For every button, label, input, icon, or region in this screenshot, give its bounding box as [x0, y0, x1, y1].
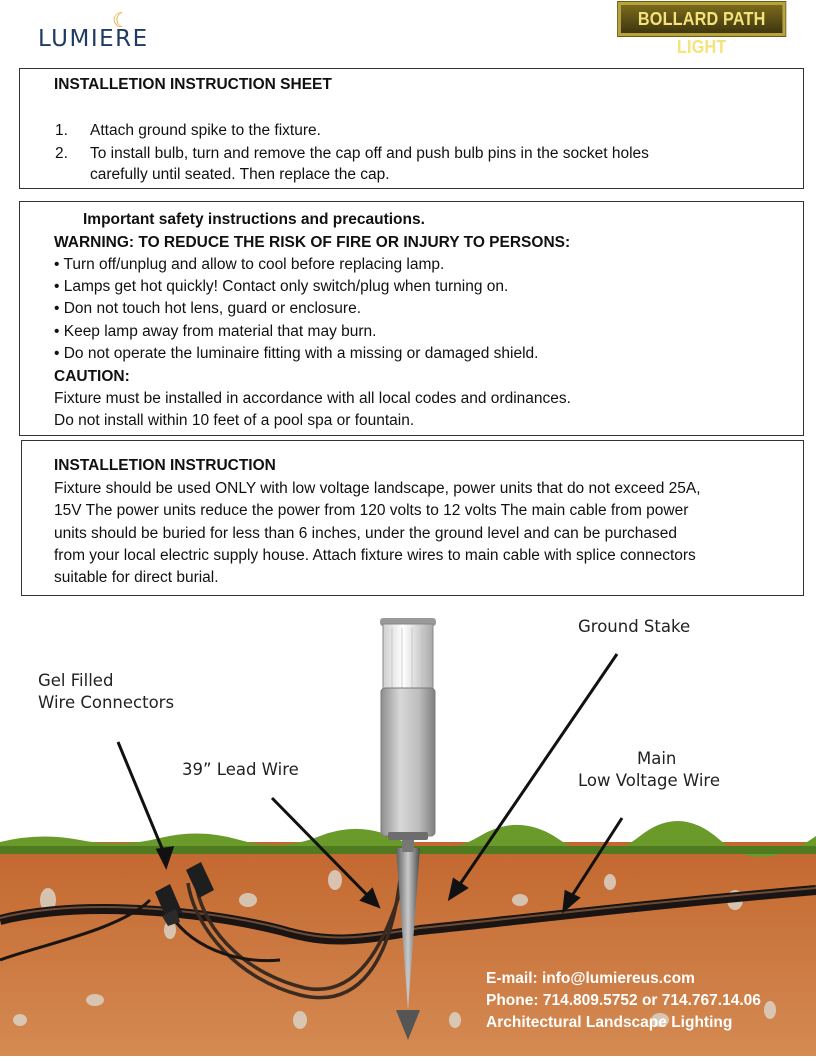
warning-text: WARNING: TO REDUCE THE RISK OF FIRE OR INJURY TO PERSONS:: [54, 234, 571, 251]
caution-line: Do not install within 10 feet of a pool spa or fountain.: [54, 412, 415, 429]
logo-text: LUMIERE: [38, 26, 149, 52]
section3-title: INSTALLETION INSTRUCTION: [54, 457, 276, 474]
contact-email: E-mail: info@lumiereus.com: [486, 970, 695, 987]
contact-phone: Phone: 714.809.5752 or 714.767.14.06: [486, 992, 761, 1009]
bollard-fixture: [380, 618, 436, 840]
installation-sheet-box: [19, 68, 804, 189]
crescent-moon-icon: ☾: [112, 10, 130, 32]
contact-tagline: Architectural Landscape Lighting: [486, 1014, 733, 1031]
label-lead-wire: 39” Lead Wire: [182, 760, 299, 779]
step-text: To install bulb, turn and remove the cap off and push bulb pins in the socket holes: [90, 145, 649, 162]
label-ground-stake: Ground Stake: [578, 617, 691, 636]
instruction-line: suitable for direct burial.: [54, 569, 219, 586]
instruction-line: 15V The power units reduce the power from 120 volts to 12 volts The main cable from power: [54, 502, 689, 519]
safety-bullet: • Keep lamp away from material that may burn.: [54, 323, 377, 340]
instruction-line: from your local electric supply house. Attach fixture wires to main cable with splice connectors: [54, 547, 696, 564]
lumiere-logo: [38, 8, 178, 58]
step-text: Attach ground spike to the fixture.: [90, 122, 321, 139]
installation-diagram: [0, 600, 816, 1056]
instruction-line: Fixture should be used ONLY with low voltage landscape, power units that do not exceed 25A,: [54, 480, 701, 497]
step-number: 2.: [55, 145, 68, 162]
label-gel-filled: Gel Filled: [38, 671, 114, 690]
installation-instruction-box: [21, 440, 804, 596]
caution-title: CAUTION:: [54, 368, 130, 385]
instruction-line: units should be buried for less than 6 inches, under the ground level and can be purchased: [54, 525, 678, 542]
label-low-voltage-wire: Low Voltage Wire: [578, 771, 720, 790]
label-wire-connectors: Wire Connectors: [38, 693, 175, 712]
safety-heading: Important safety instructions and precautions.: [83, 211, 425, 228]
safety-bullet: • Don not touch hot lens, guard or enclosure.: [54, 300, 362, 317]
safety-bullet: • Turn off/unplug and allow to cool before replacing lamp.: [54, 256, 445, 273]
safety-bullet: • Do not operate the luminaire fitting with a missing or damaged shield.: [54, 345, 539, 362]
step-number: 1.: [55, 122, 68, 139]
section1-title: INSTALLETION INSTRUCTION SHEET: [54, 76, 332, 93]
safety-bullet: • Lamps get hot quickly! Contact only switch/plug when turning on.: [54, 278, 509, 295]
product-badge: BOLLARD PATH LIGHT: [618, 2, 785, 36]
label-main: Main: [637, 749, 677, 768]
safety-box: [19, 201, 804, 436]
caution-line: Fixture must be installed in accordance with all local codes and ordinances.: [54, 390, 571, 407]
step-text-continued: carefully until seated. Then replace the cap.: [90, 166, 390, 183]
